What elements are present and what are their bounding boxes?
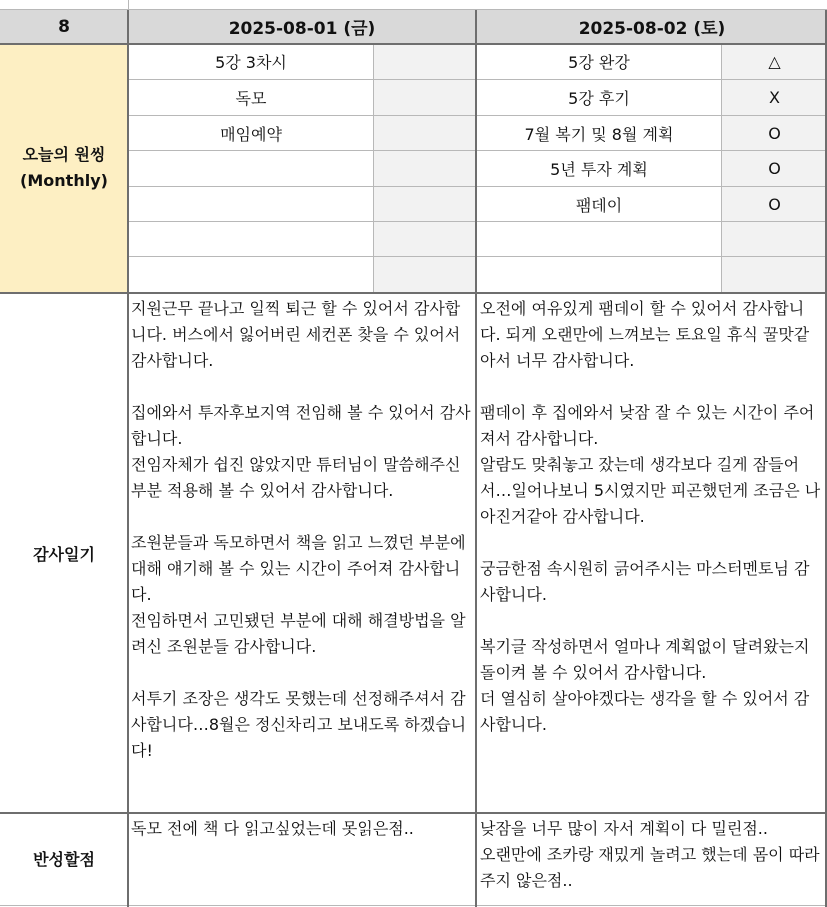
day1-task	[129, 222, 373, 257]
day2-status-mark: O	[768, 195, 781, 214]
date-header-day1	[129, 10, 475, 43]
date-header-day2	[477, 10, 827, 43]
day2-status-mark: O	[768, 159, 781, 178]
day1-task	[129, 187, 373, 222]
day2-task: 팸데이	[575, 196, 623, 215]
day2-status-mark	[722, 257, 827, 292]
day2-status-mark	[722, 222, 827, 257]
day2-task: 5강 후기	[568, 89, 630, 108]
monthly-label-line1: 오늘의 원씽	[22, 145, 106, 164]
grid-line	[0, 812, 827, 814]
day2-task: 5년 투자 계획	[550, 160, 648, 179]
day2-task: 5강 완강	[568, 53, 630, 72]
row-index: 8	[58, 16, 70, 37]
grid-line	[721, 44, 722, 292]
date-label-day1: 2025-08-01 (금)	[228, 19, 376, 39]
date-label-day2: 2025-08-02 (토)	[578, 19, 726, 39]
day1-status-column	[374, 44, 475, 292]
day2-status-mark: X	[769, 88, 780, 107]
grid-line	[127, 10, 129, 907]
reflection-label: 반성할점	[33, 849, 95, 869]
day2-task	[477, 257, 721, 292]
grid-line	[129, 221, 827, 222]
reflection-text-day1: 독모 전에 책 다 읽고싶었는데 못읽은점..	[131, 819, 414, 838]
grid-line	[0, 905, 827, 906]
day1-task	[129, 257, 373, 292]
monthly-label-line2: (Monthly)	[20, 171, 108, 190]
gratitude-label: 감사일기	[33, 544, 95, 564]
gratitude-text-day1: 지원근무 끝나고 일찍 퇴근 할 수 있어서 감사합니다. 버스에서 잃어버린 세컨폰 찾을 수 있어서 감사합니다. 집에와서 투자후보지역 전임해 볼 수 있어서 감사합니다. 전임자체가 쉽진 않았지만 튜터님이 말씀해주신 부분 적용해 볼 수 있어서 감사합니다. 조원분들과 독모하면서 책을 읽고 느꼈던 부분에 대해 얘기해 볼 수 있는 시간이 주어져 감사합니다. 전임하면서 고민됐던 부분에 대해 해결방법을 알려신 조원분들 감사합니다. 서투기 조장은 생각도 못했는데 선정해주셔서 감사합니다…8월은 정신차리고 보내도록 하겠습니다!	[131, 299, 471, 760]
day2-status-mark: O	[768, 124, 781, 143]
day1-task: 독모	[235, 89, 267, 108]
row-index-cell	[0, 10, 128, 43]
day2-status-mark: △	[768, 52, 781, 71]
grid-line	[129, 186, 827, 187]
reflection-text-day2: 낮잠을 너무 많이 자서 계획이 다 밀린점.. 오랜만에 조카랑 재밌게 놀려고 했는데 몸이 따라주지 않은점..	[480, 819, 820, 890]
grid-line	[0, 9, 827, 10]
grid-line	[0, 292, 827, 294]
day1-task: 5강 3차시	[215, 53, 287, 72]
grid-line	[129, 150, 827, 151]
grid-line	[475, 10, 477, 907]
grid-line	[0, 43, 827, 45]
day2-task: 7월 복기 및 8월 계획	[524, 125, 674, 144]
grid-line	[129, 256, 827, 257]
grid-line	[129, 79, 827, 80]
grid-line	[129, 115, 827, 116]
day1-task	[129, 151, 373, 186]
day1-task: 매임예약	[220, 125, 282, 144]
gratitude-text-day2: 오전에 여유있게 팸데이 할 수 있어서 감사합니다. 되게 오랜만에 느껴보는 토요일 휴식 꿀맛같아서 너무 감사합니다. 팸데이 후 집에와서 낮잠 잘 수 있는 시간이 주어져서 감사합니다. 알람도 맞춰놓고 잤는데 생각보다 길게 잠들어서…일어나보니 5시였지만 피곤했던게 조금은 나아진거같아 감사합니다. 궁금한점 속시원히 긁어주시는 마스터멘토님 감사합니다. 복기글 작성하면서 얼마나 계획없이 달려왔는지 돌이켜 볼 수 있어서 감사합니다. 더 열심히 살아야겠다는 생각을 할 수 있어서 감사합니다.	[480, 299, 821, 734]
day2-task	[477, 222, 721, 257]
monthly-label-cell	[0, 44, 128, 292]
grid-line	[373, 44, 374, 292]
